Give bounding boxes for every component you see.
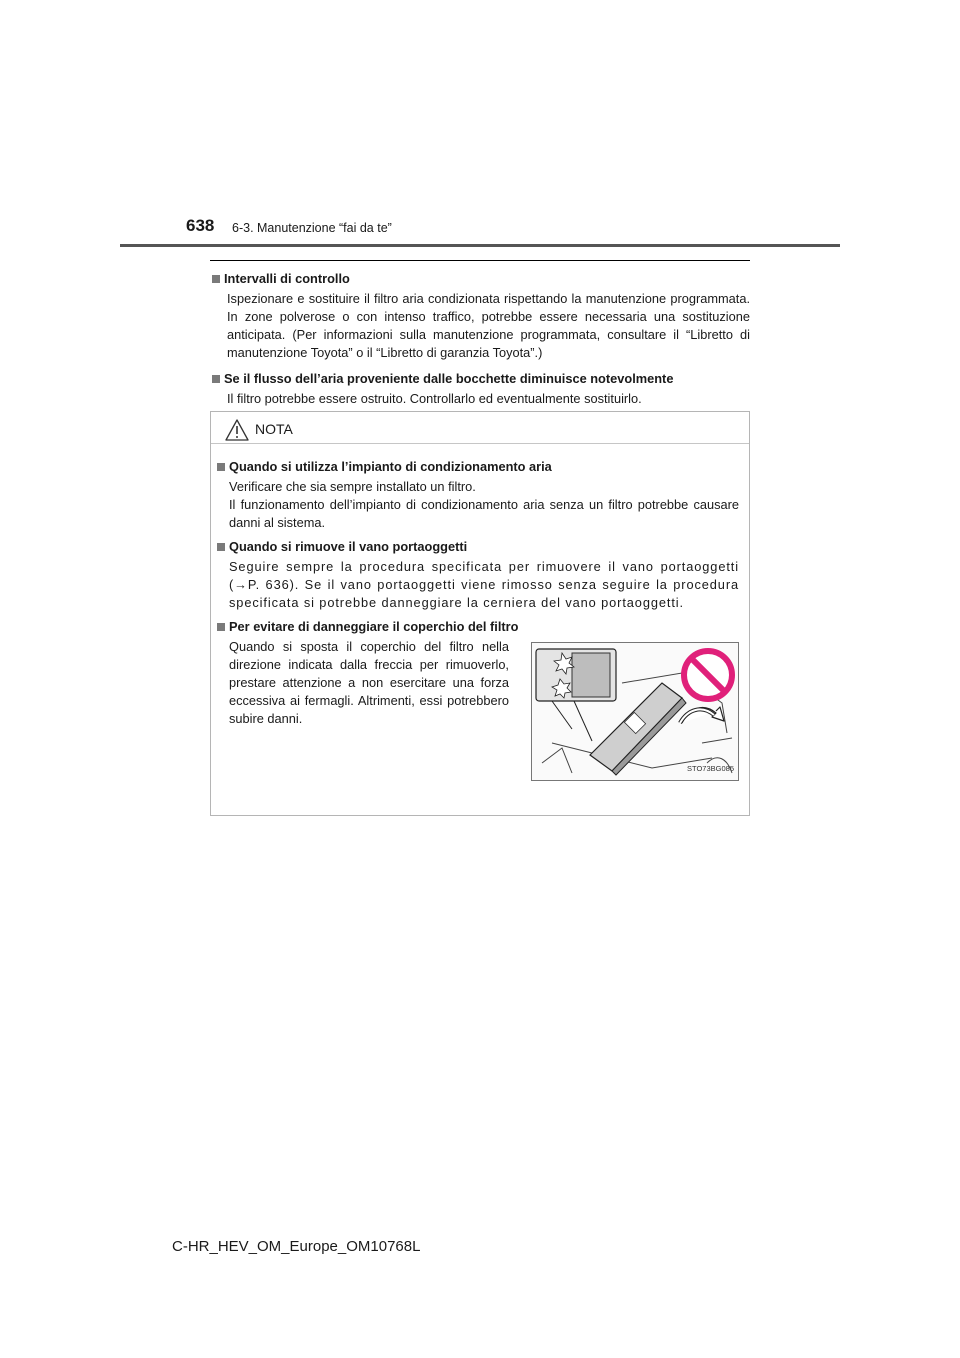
page-number: 638 xyxy=(186,216,215,235)
section-text: Ispezionare e sostituire il filtro aria condizionata rispettando la manutenzione programmata. In zone polverose o con intenso traffico, potrebbe essere necessaria una sostituzione anticipata. (Per informazioni sulla manutenzione programmata, consultare il “Libretto di manutenzione Toyota” o il “Libretto di garanzia Toyota”.) xyxy=(227,291,750,360)
filter-cover-illustration xyxy=(531,642,739,781)
section-title: 6-3. Manutenzione “fai da te” xyxy=(232,221,392,235)
notice-header xyxy=(211,412,749,444)
notice-title: NOTA xyxy=(255,421,293,437)
notice-body xyxy=(217,456,739,786)
section-text: Il filtro potrebbe essere ostruito. Controllarlo ed eventualmente sostituirlo. xyxy=(227,391,642,406)
filter-cover-row xyxy=(217,636,739,786)
notice-text-line: Verificare che sia sempre installato un filtro. xyxy=(229,479,476,494)
notice-text: Quando si sposta il coperchio del filtro nella direzione indicata dalla freccia per rimuoverlo, prestare attenzione a non esercitare una forza eccessiva ai fermagli. Altrimenti, essi potrebbero subire danni. xyxy=(229,639,509,726)
notice-text xyxy=(217,478,739,532)
main-content xyxy=(210,268,750,416)
notice-heading: Quando si utilizza l’impianto di condizionamento aria xyxy=(217,458,739,476)
figure-label: STO73BG085 xyxy=(687,764,734,773)
notice-heading: Quando si rimuove il vano portaoggetti xyxy=(217,538,739,556)
notice-text-line: Il funzionamento dell’impianto di condizionamento aria senza un filtro potrebbe causare danni al sistema. xyxy=(229,497,739,530)
section-heading: Intervalli di controllo xyxy=(210,270,750,288)
warning-triangle-icon xyxy=(225,419,249,441)
notice-heading: Per evitare di danneggiare il coperchio del filtro xyxy=(217,618,739,636)
document-footer: C-HR_HEV_OM_Europe_OM10768L xyxy=(172,1238,421,1255)
top-rule xyxy=(210,260,750,261)
notice-box xyxy=(210,411,750,816)
header-rule xyxy=(120,244,840,247)
section-heading: Se il flusso dell’aria proveniente dalle bocchette diminuisce notevolmente xyxy=(210,370,750,388)
notice-text: Seguire sempre la procedura specificata per rimuovere il vano portaoggetti (→P. 636). Se il vano portaoggetti viene rimosso senza seguire la procedura specificata si potrebbe danneggiare la cerniera del vano portaoggetti. xyxy=(229,559,739,610)
